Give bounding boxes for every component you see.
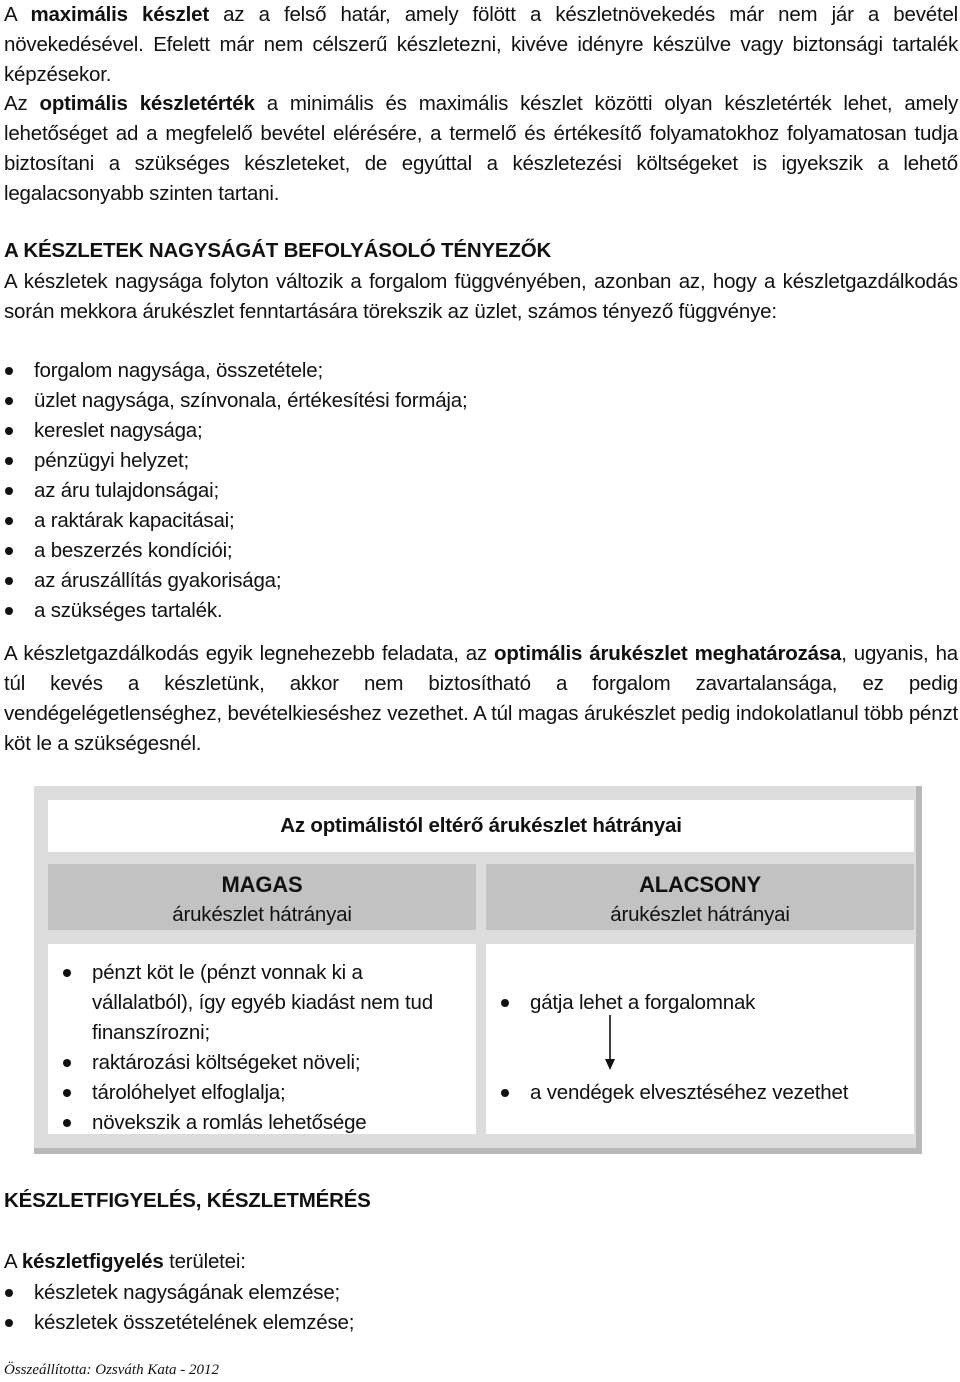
list-item: a beszerzés kondíciói; bbox=[4, 536, 958, 566]
term-optimal-stock: optimális készletérték bbox=[39, 92, 255, 115]
list-item: készletek összetételének elemzése; bbox=[4, 1308, 958, 1338]
list-item: kereslet nagysága; bbox=[4, 416, 958, 446]
term-stock-monitoring: készletfigyelés bbox=[21, 1250, 164, 1273]
list-item: raktározási költségeket növeli; bbox=[62, 1048, 462, 1078]
term-maximal-stock: maximális készlet bbox=[30, 3, 210, 26]
paragraph-factors-intro: A készletek nagysága folyton változik a forgalom függvényében, azonban az, hogy a készletgazdálkodás során mekkora árukészlet fenntartására törekszik az üzlet, számos tényező függvénye: bbox=[4, 270, 958, 323]
paragraph-monitoring-intro: A készletfigyelés területei: bbox=[4, 1250, 246, 1273]
list-item: az áru tulajdonságai; bbox=[4, 476, 958, 506]
paragraph-optimal-stock: Az optimális készletérték a minimális és maximális készlet közötti olyan készletérték lehet, amely lehetőséget ad a megfelelő bevétel elérésére, a termelő és értékesítő folyamatokhoz folyamatosan tudja biztosítani a szükséges készleteket, de egyúttal a készletezési költségeket is igyekszik a lehető legalacsonyabb szinten tartani. bbox=[4, 92, 959, 205]
paragraph-maximal-stock: A maximális készlet az a felső határ, amely fölött a készletnövekedés már nem jár a bevétel növekedésével. Efelett már nem célszerű készletezni, kivéve idényre készülve vagy biztonsági tartalék képzésekor. bbox=[4, 3, 958, 86]
list-item: a raktárak kapacitásai; bbox=[4, 506, 958, 536]
term-optimal-determination: optimális árukészlet meghatározása bbox=[494, 642, 842, 665]
column-head-high-label: MAGAS bbox=[221, 872, 303, 897]
section-heading-monitoring: KÉSZLETFIGYELÉS, KÉSZLETMÉRÉS bbox=[4, 1189, 371, 1212]
list-item: tárolóhelyet elfoglalja; bbox=[62, 1078, 462, 1108]
monitoring-list bbox=[4, 1278, 958, 1338]
high-disadvantages-list bbox=[62, 958, 462, 1138]
section-heading-factors: A KÉSZLETEK NAGYSÁGÁT BEFOLYÁSOLÓ TÉNYEZŐK bbox=[4, 239, 552, 262]
column-head-high-sub: árukészlet hátrányai bbox=[172, 903, 352, 926]
factor-list bbox=[4, 356, 958, 626]
list-item: gátja lehet a forgalomnak bbox=[500, 988, 900, 1018]
list-item: pénzügyi helyzet; bbox=[4, 446, 958, 476]
table-title: Az optimálistól eltérő árukészlet hátrányai bbox=[48, 800, 914, 852]
low-disadvantages-list bbox=[500, 988, 900, 1108]
column-body-high bbox=[48, 944, 476, 1134]
list-item: készletek nagyságának elemzése; bbox=[4, 1278, 958, 1308]
list-item: pénzt köt le (pénzt vonnak ki a vállalatból), így egyéb kiadást nem tud finanszírozni; bbox=[62, 958, 462, 1048]
disadvantages-table bbox=[34, 786, 922, 1154]
column-head-low-sub: árukészlet hátrányai bbox=[610, 903, 790, 926]
list-item: üzlet nagysága, színvonala, értékesítési formája; bbox=[4, 386, 958, 416]
down-arrow-icon bbox=[603, 1015, 617, 1071]
list-item: növekszik a romlás lehetősége bbox=[62, 1108, 462, 1138]
column-head-high bbox=[48, 864, 476, 930]
column-body-low bbox=[486, 944, 914, 1134]
column-head-low-label: ALACSONY bbox=[639, 872, 761, 897]
footer-author: Összeállította: Ozsváth Kata - 2012 bbox=[4, 1362, 220, 1378]
list-item: a szükséges tartalék. bbox=[4, 596, 958, 626]
list-item: az áruszállítás gyakorisága; bbox=[4, 566, 958, 596]
list-item: a vendégek elvesztéséhez vezethet bbox=[500, 1078, 900, 1108]
list-item: forgalom nagysága, összetétele; bbox=[4, 356, 958, 386]
paragraph-optimal-determination: A készletgazdálkodás egyik legnehezebb feladata, az optimális árukészlet meghatározása, ugyanis, ha túl kevés a készletünk, akkor nem biztosítható a forgalom zavartalansága, ez pedig vendégelégetlenséghez, bevételkieséshez vezethet. A túl magas árukészlet pedig indokolatlanul több pénzt köt le a szükségesnél. bbox=[4, 642, 958, 755]
column-head-low bbox=[486, 864, 914, 930]
